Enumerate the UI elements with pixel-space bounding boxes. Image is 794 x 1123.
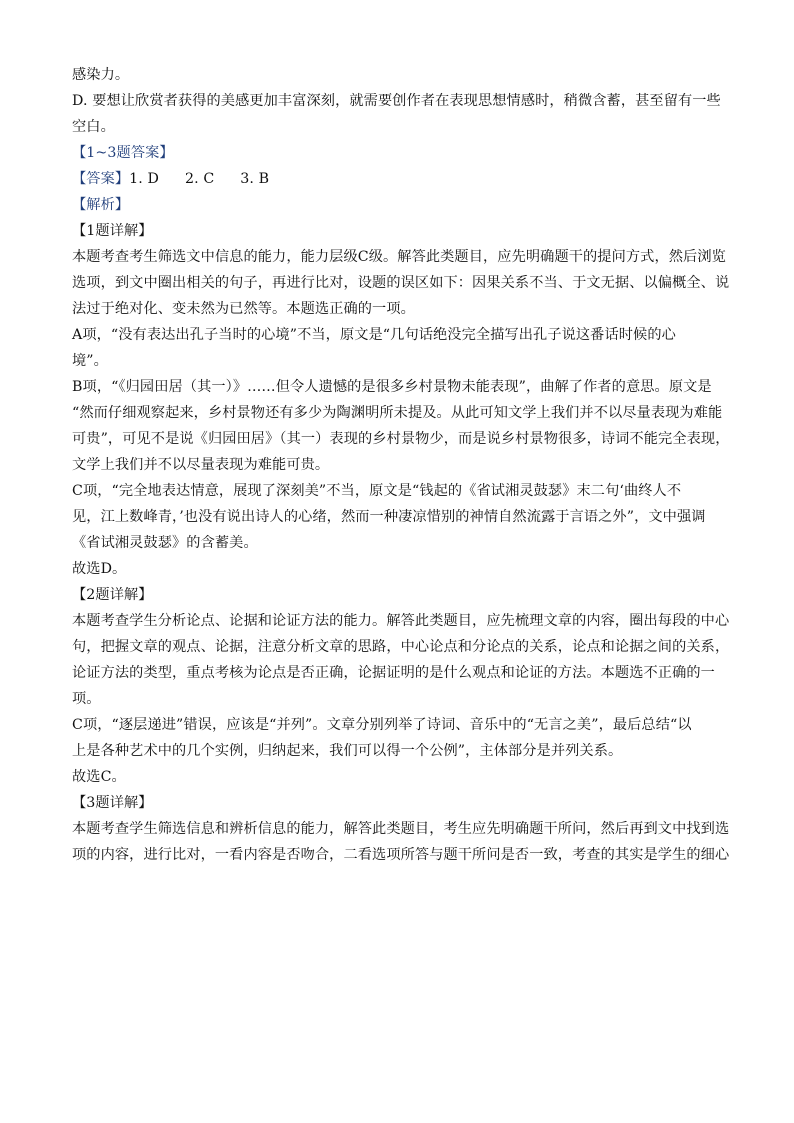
text-line: 境”。 [72, 353, 108, 369]
section-heading: 【1题详解】 [72, 223, 153, 239]
answer-item: 3. B [240, 171, 270, 187]
text-line: 论证方法的类型，重点考核为论点是否正确，论据证明的是什么观点和论证的方法。本题选不正确的一 [72, 665, 715, 681]
text-line: 上是各种艺术中的几个实例，归纳起来，我们可以得一个公例”，主体部分是并列关系。 [72, 743, 623, 759]
text-line: “然而仔细观察起来，乡村景物还有多少为陶渊明所未提及。从此可知文学上我们并不以尽量表现为难能 [72, 405, 723, 421]
text-line: C项，“完全地表达情意，展现了深刻美”不当，原文是“钱起的《省试湘灵鼓瑟》末二句‘曲终人不 [72, 483, 682, 499]
text-line: 可贵”，可见不是说《归园田居》（其一）表现的乡村景物少，而是说乡村景物很多，诗词不能完全表现， [72, 431, 730, 447]
text-line: 感染力。 [72, 67, 130, 83]
text-line: 故选C。 [72, 769, 126, 785]
text-line: 项。 [72, 691, 101, 707]
text-line: 法过于绝对化、变未然为已然等。本题选正确的一项。 [72, 301, 415, 317]
section-heading: 【3题详解】 [72, 795, 153, 811]
text-line: 本题考查考生筛选文中信息的能力，能力层级C级。解答此类题目，应先明确题干的提问方式，然后浏览 [72, 249, 726, 265]
section-heading: 【解析】 [72, 197, 130, 213]
text-line: 《省试湘灵鼓瑟》的含蓄美。 [72, 535, 258, 551]
answer-item: 1. D [129, 171, 159, 187]
text-line: D. 要想让欣赏者获得的美感更加丰富深刻，就需要创作者在表现思想情感时，稍微含蓄，甚至留有一些 [72, 93, 721, 109]
text-line: 文学上我们并不以尽量表现为难能可贵。 [72, 457, 330, 473]
text-line: 选项，到文中圈出相关的句子，再进行比对，设题的误区如下：因果关系不当、于文无据、以偏概全、说 [72, 275, 730, 291]
text-line: 故选D。 [72, 561, 127, 577]
section-heading: 【2题详解】 [72, 587, 153, 603]
answer-item: 2. C [184, 171, 215, 187]
text-line: 句，把握文章的观点、论据，注意分析文章的思路，中心论点和分论点的关系，论点和论据之间的关系， [72, 639, 730, 655]
answer-label: 【答案】 [72, 171, 130, 187]
text-line: 本题考查学生筛选信息和辨析信息的能力，解答此类题目，考生应先明确题干所问，然后再到文中找到选 [72, 821, 730, 837]
section-heading: 【1~3题答案】 [72, 145, 174, 161]
text-line: 见，江上数峰青，’也没有说出诗人的心绪，然而一种凄凉惜别的神情自然流露于言语之外”，文中强调 [72, 509, 706, 525]
text-line: A项，“没有表达出孔子当时的心境”不当，原文是“几句话绝没完全描写出孔子说这番话时候的心 [72, 327, 676, 343]
text-line: 空白。 [72, 119, 115, 135]
text-line: 项的内容，进行比对，一看内容是否吻合，二看选项所答与题干所问是否一致，考查的其实是学生的细心 [72, 847, 730, 863]
answer-line [72, 166, 722, 192]
text-line: B项，“《归园田居（其一）》……但令人遗憾的是很多乡村景物未能表现”，曲解了作者的意思。原文是 [72, 379, 712, 395]
text-line: C项，“逐层递进”错误，应该是“并列”。文章分别列举了诗词、音乐中的“无言之美”，最后总结“以 [72, 717, 692, 733]
text-line: 本题考查学生分析论点、论据和论证方法的能力。解答此类题目，应先梳理文章的内容，圈出每段的中心 [72, 613, 730, 629]
document-body [72, 62, 730, 868]
